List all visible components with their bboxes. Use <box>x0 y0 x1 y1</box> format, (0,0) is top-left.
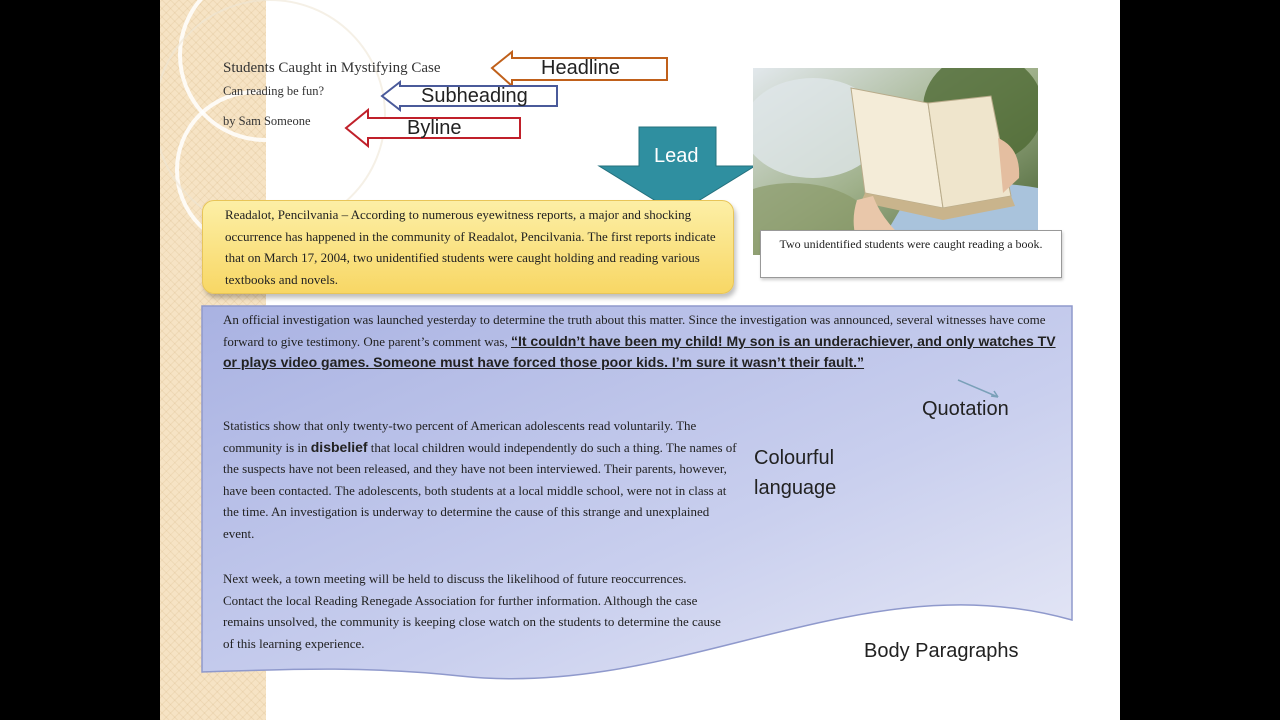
body-paragraphs-label: Body Paragraphs <box>864 640 1019 662</box>
photo-reading-book <box>753 68 1038 255</box>
byline-label: Byline <box>407 117 462 139</box>
headline-label: Headline <box>541 57 620 79</box>
body-paragraph-3: Next week, a town meeting will be held to discuss the likelihood of future reoccurrences. Contact the local Reading Renegade Association for further information. Although the case remains unsolved, the community is keeping close watch on the students to determine the cause of this learning experience. <box>223 571 721 651</box>
paragraph-2-end: that local children would independently do such a thing. The names of the suspects have not been released, and they have not been interviewed. Their parents, however, have been contacted. The adolescents, both students at a local middle school, were not in class at the time. An investigation is underway to determine the cause of this strange and unexplained event. <box>223 439 737 541</box>
colourful-word: disbelief <box>310 438 368 455</box>
paragraph-2-start: Statistics show that only twenty-two percent of American adolescents read voluntarily. The community is in <box>223 418 697 455</box>
subheading-label: Subheading <box>421 85 528 107</box>
paragraph-1-intro: An official investigation was launched yesterday to determine the truth about this matter. Since the investigation was announced, several witnesses have come forward to give testimony. One parent’s comment was, <box>223 312 1046 349</box>
lead-label: Lead <box>654 145 699 167</box>
lead-paragraph-box <box>202 200 734 294</box>
photo-caption: Two unidentified students were caught reading a book. <box>760 230 1062 278</box>
lead-paragraph: Readalot, Pencilvania – According to numerous eyewitness reports, a major and shocking occurrence has happened in the community of Readalot, Pencilvania. The first reports indicate that on March 17, 2004, two unidentified students were caught holding and reading various textbooks and novels. <box>225 207 716 287</box>
slide <box>160 0 1120 720</box>
parent-quotation: “It couldn’t have been my child! My son is an underachiever, and only watches TV or plays video games. Someone must have forced those poor kids. I’m sure it wasn’t their fault.” <box>223 332 1056 370</box>
colourful-language-label: Colourful language <box>754 447 837 499</box>
article-byline: by Sam Someone <box>223 114 311 128</box>
article-headline: Students Caught in Mystifying Case <box>223 60 441 76</box>
body-paragraph-2 <box>223 415 743 544</box>
quotation-label: Quotation <box>922 398 1009 420</box>
body-paragraph-1 <box>223 309 1068 374</box>
article-subheading: Can reading be fun? <box>223 84 325 98</box>
